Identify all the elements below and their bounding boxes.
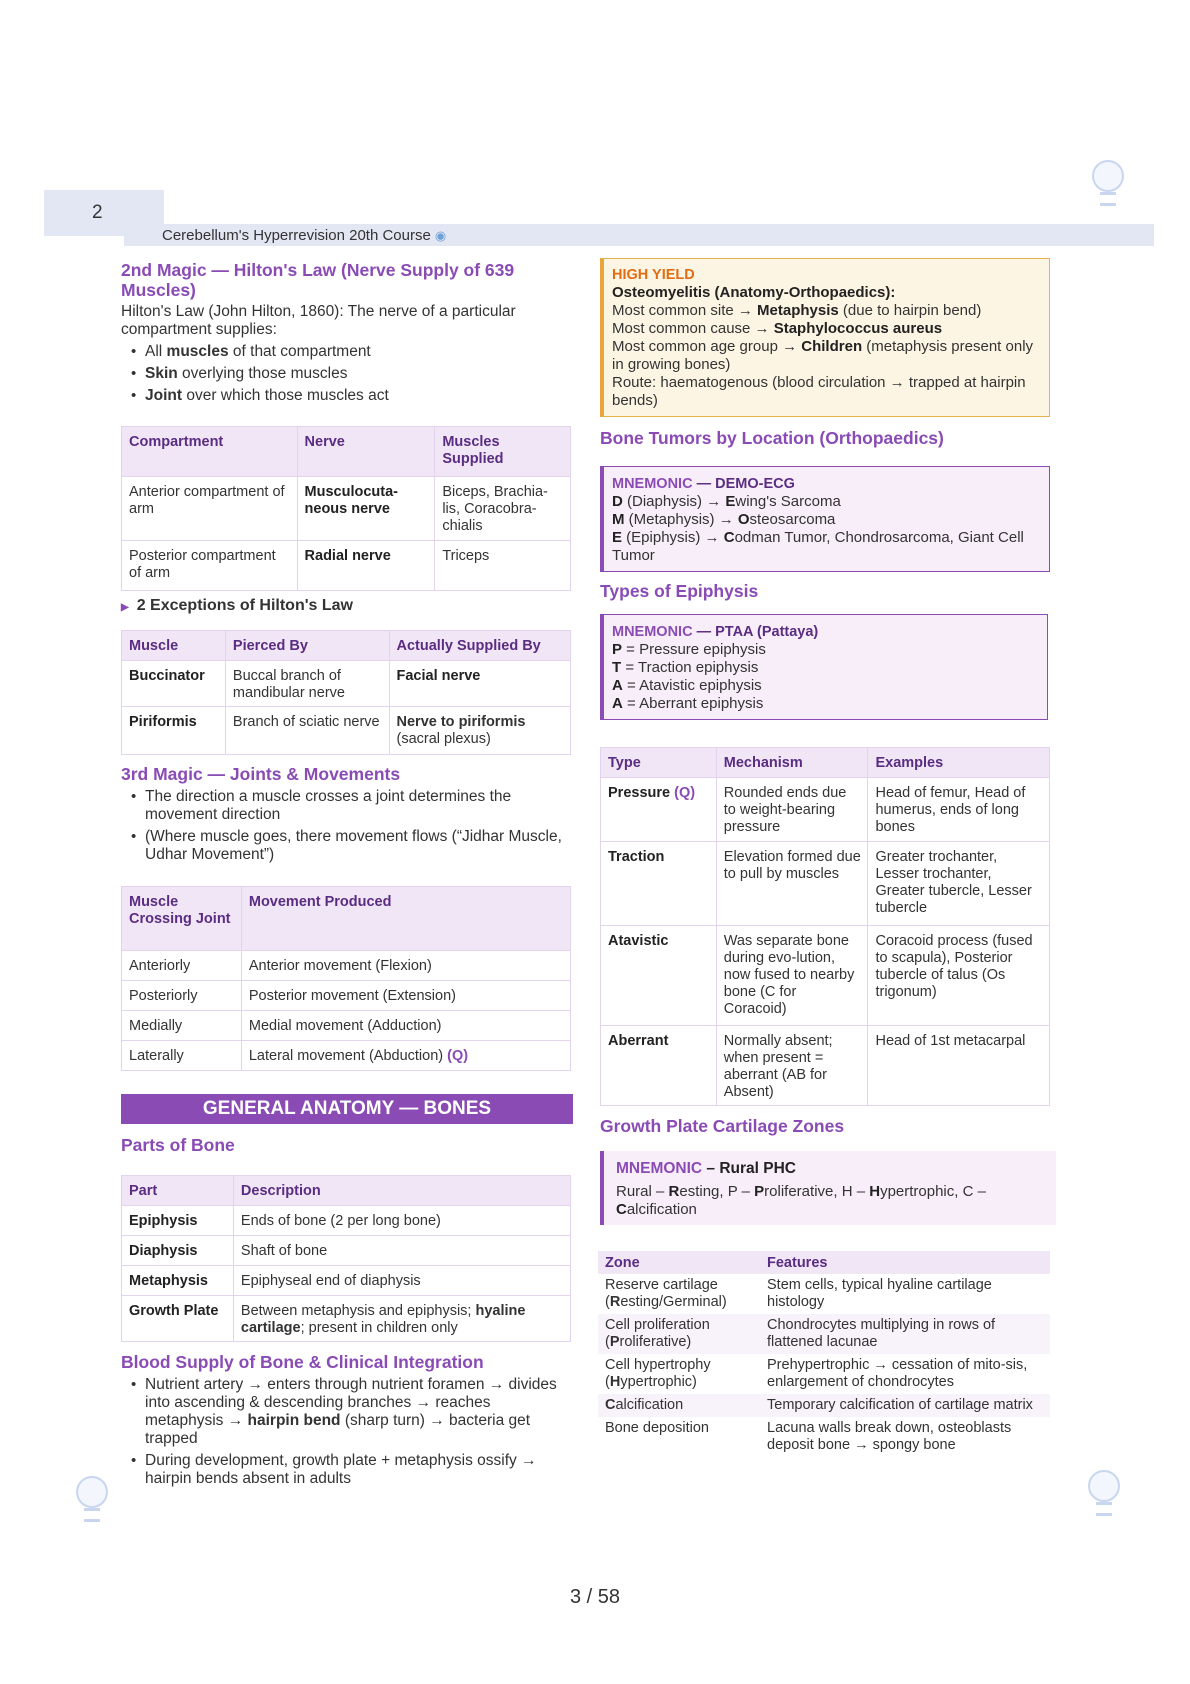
table-cell: Growth Plate [122, 1296, 234, 1342]
table-cell: Branch of sciatic nerve [225, 707, 389, 755]
table-row [601, 1026, 1050, 1106]
table-cell: Cell hypertrophy (Hypertrophic) [605, 1357, 711, 1390]
table-row [601, 778, 1050, 842]
table-cell: Was separate bone during evo-lution, now fused to nearby bone (C for Coracoid) [716, 926, 868, 1026]
table-row [122, 1041, 571, 1071]
table-row [598, 1354, 1050, 1394]
table-row [601, 842, 1050, 926]
table-cell: Musculocuta-neous nerve [297, 477, 435, 541]
table-row [598, 1417, 1050, 1457]
page-number: 2 [92, 202, 103, 223]
exceptions-table [121, 630, 571, 755]
table-cell: Prehypertrophic → cessation of mito-sis, enlargement of chondrocytes [767, 1357, 1028, 1390]
table-header: Zone [598, 1251, 760, 1274]
table-cell: Head of 1st metacarpal [868, 1026, 1050, 1106]
mnemonic-tag: MNEMONIC — DEMO-ECG [612, 476, 795, 492]
growth-table [598, 1251, 1050, 1457]
list-item: • The direction a muscle crosses a joint determines the movement direction [121, 788, 571, 824]
table-cell: Temporary calcification of cartilage matrix [760, 1394, 1050, 1417]
mnemonic-tag: MNEMONIC — PTAA (Pattaya) [612, 624, 819, 640]
table-row [122, 1011, 571, 1041]
mnemonic-line: E (Epiphysis) → Codman Tumor, Chondrosarcoma, Giant Cell Tumor [612, 529, 1024, 564]
bulb-watermark-icon [1088, 150, 1128, 212]
table-cell: Chondrocytes multiplying in rows of flattened lacunae [760, 1314, 1050, 1354]
mnemonic-line: Rural – Resting, P – Proliferative, H – Hypertrophic, C – Calcification [616, 1183, 986, 1218]
table-cell: Diaphysis [122, 1236, 234, 1266]
table-header: Mechanism [716, 748, 868, 778]
mnemonic-tag: MNEMONIC – Rural PHC [616, 1160, 796, 1177]
list-item: • During development, growth plate + metaphysis ossify → hairpin bends absent in adults [121, 1452, 571, 1488]
table-cell: Medially [122, 1011, 242, 1041]
list-item: • Nutrient artery → enters through nutrient foramen → divides into ascending & descending branches → reaches metaphysis → hairpin bend (sharp turn) → bacteria get trapped [121, 1376, 571, 1448]
bulb-watermark-icon [72, 1466, 112, 1528]
growth-title: Growth Plate Cartilage Zones [600, 1116, 845, 1136]
table-cell: Medial movement (Adduction) [241, 1011, 570, 1041]
table-header: Movement Produced [241, 887, 570, 951]
table-cell: Cell proliferation (Proliferative) [598, 1314, 760, 1354]
hilton-intro: Hilton's Law (John Hilton, 1860): The nerve of a particular compartment supplies: [121, 303, 516, 338]
joints-table [121, 886, 571, 1071]
table-header: Nerve [297, 427, 435, 477]
high-yield-line: Route: haematogenous (blood circulation → trapped at hairpin bends) [612, 374, 1026, 409]
high-yield-box [600, 258, 1050, 417]
table-cell: Anteriorly [122, 951, 242, 981]
list-item: • All muscles of that compartment [121, 343, 571, 361]
bones-banner: GENERAL ANATOMY — BONES [121, 1094, 573, 1124]
hilton-bullets [121, 343, 571, 405]
table-cell: Epiphysis [122, 1206, 234, 1236]
high-yield-line: Most common site → Metaphysis (due to hairpin bend) [612, 302, 982, 319]
joints-bullets [121, 788, 571, 864]
table-cell: Shaft of bone [233, 1236, 570, 1266]
table-cell: Aberrant [601, 1026, 717, 1106]
table-cell: Biceps, Brachia-lis, Coracobra-chialis [435, 477, 571, 541]
table-cell: Triceps [435, 541, 571, 591]
table-row [122, 1206, 571, 1236]
table-header: Pierced By [225, 631, 389, 661]
blood-title: Blood Supply of Bone & Clinical Integration [121, 1352, 484, 1372]
table-cell: Anterior movement (Flexion) [241, 951, 570, 981]
table-cell: Laterally [122, 1041, 242, 1071]
table-row [122, 661, 571, 707]
table-cell: Lateral movement (Abduction) (Q) [241, 1041, 570, 1071]
epiphysis-mnemonic-box [600, 614, 1048, 720]
high-yield-line: Most common cause → Staphylococcus aureus [612, 320, 943, 337]
parts-table [121, 1175, 571, 1342]
course-title-text: Cerebellum's Hyperrevision 20th Course [162, 227, 431, 244]
table-row [122, 1236, 571, 1266]
table-cell: Nerve to piriformis (sacral plexus) [389, 707, 570, 755]
table-cell: Lacuna walls break down, osteoblasts deposit bone → spongy bone [767, 1420, 1012, 1453]
high-yield-tag: HIGH YIELD [612, 267, 695, 283]
hilton-title: 2nd Magic — Hilton's Law (Nerve Supply of 639 Muscles) [121, 260, 515, 300]
table-cell: Bone deposition [605, 1420, 709, 1436]
tumors-mnemonic-box [600, 466, 1050, 572]
table-cell: Buccal branch of mandibular nerve [225, 661, 389, 707]
table-cell: Reserve cartilage (Resting/Germinal) [605, 1277, 727, 1310]
table-header: Compartment [122, 427, 298, 477]
table-cell: Posterior movement (Extension) [241, 981, 570, 1011]
table-cell: Buccinator [122, 661, 226, 707]
table-cell: Stem cells, typical hyaline cartilage histology [767, 1277, 992, 1310]
table-cell: Rounded ends due to weight-bearing pressure [716, 778, 868, 842]
table-cell: Atavistic [601, 926, 717, 1026]
mnemonic-line: D (Diaphysis) → Ewing's Sarcoma [612, 493, 841, 510]
table-cell: Traction [601, 842, 717, 926]
list-item: • (Where muscle goes, there movement flows (“Jidhar Muscle, Udhar Movement”) [121, 828, 571, 864]
joints-title: 3rd Magic — Joints & Movements [121, 764, 401, 784]
bulb-icon: ◉ [434, 228, 447, 243]
table-header: Examples [868, 748, 1050, 778]
table-cell: Posterior compartment of arm [122, 541, 298, 591]
table-cell: Posteriorly [122, 981, 242, 1011]
table-row [122, 541, 571, 591]
table-cell: Coracoid process (fused to scapula), Posterior tubercle of talus (Os trigonum) [868, 926, 1050, 1026]
mnemonic-line: M (Metaphysis) → Osteosarcoma [612, 511, 836, 528]
table-header: Description [233, 1176, 570, 1206]
list-item: • Skin overlying those muscles [121, 365, 571, 383]
table-cell: Elevation formed due to pull by muscles [716, 842, 868, 926]
table-cell: Ends of bone (2 per long bone) [233, 1206, 570, 1236]
exceptions-subtitle: ▶ 2 Exceptions of Hilton's Law [121, 597, 353, 614]
table-cell: Anterior compartment of arm [122, 477, 298, 541]
table-header: Muscle [122, 631, 226, 661]
mnemonic-line: T = Traction epiphysis [612, 659, 759, 676]
table-cell: Greater trochanter, Lesser trochanter, Greater tubercle, Lesser tubercle [868, 842, 1050, 926]
left-column [121, 260, 571, 1488]
parts-title: Parts of Bone [121, 1135, 235, 1155]
table-cell: Head of femur, Head of humerus, ends of long bones [868, 778, 1050, 842]
table-header: Part [122, 1176, 234, 1206]
table-row [122, 1266, 571, 1296]
table-row [122, 1296, 571, 1342]
table-cell: Epiphyseal end of diaphysis [233, 1266, 570, 1296]
high-yield-line: Most common age group → Children (metaphysis present only in growing bones) [612, 338, 1034, 373]
table-row [122, 951, 571, 981]
course-title [162, 227, 446, 244]
table-cell: Calcification [598, 1394, 760, 1417]
mnemonic-line: P = Pressure epiphysis [612, 641, 766, 658]
high-yield-title: Osteomyelitis (Anatomy-Orthopaedics): [612, 284, 896, 301]
growth-mnemonic-box [600, 1151, 1056, 1225]
table-header: Actually Supplied By [389, 631, 570, 661]
pagination: 3 / 58 [569, 1586, 621, 1608]
triangle-right-icon: ▶ [121, 602, 129, 613]
table-header: Muscle Crossing Joint [122, 887, 242, 951]
list-item: • Joint over which those muscles act [121, 387, 571, 405]
bulb-watermark-icon [1084, 1460, 1124, 1522]
table-cell: Between metaphysis and epiphysis; hyaline cartilage; present in children only [233, 1296, 570, 1342]
mnemonic-line: A = Atavistic epiphysis [612, 677, 762, 694]
table-row [601, 926, 1050, 1026]
table-row [598, 1394, 1050, 1417]
table-cell: Normally absent; when present = aberrant (AB for Absent) [716, 1026, 868, 1106]
table-cell: Facial nerve [389, 661, 570, 707]
table-row [598, 1314, 1050, 1354]
table-header: Muscles Supplied [435, 427, 571, 477]
hilton-table [121, 426, 571, 591]
epiphysis-table [600, 747, 1050, 1106]
table-cell: Metaphysis [122, 1266, 234, 1296]
table-cell: Radial nerve [297, 541, 435, 591]
table-row [598, 1274, 1050, 1314]
table-row [122, 477, 571, 541]
table-cell: Pressure (Q) [601, 778, 717, 842]
table-header: Type [601, 748, 717, 778]
right-column [600, 258, 1052, 1457]
table-row [122, 707, 571, 755]
blood-bullets [121, 1376, 571, 1488]
table-cell: Piriformis [122, 707, 226, 755]
epiphysis-title: Types of Epiphysis [600, 581, 759, 601]
table-header: Features [760, 1251, 1050, 1274]
tumors-title: Bone Tumors by Location (Orthopaedics) [600, 428, 944, 448]
table-row [122, 981, 571, 1011]
mnemonic-line: A = Aberrant epiphysis [612, 695, 764, 712]
